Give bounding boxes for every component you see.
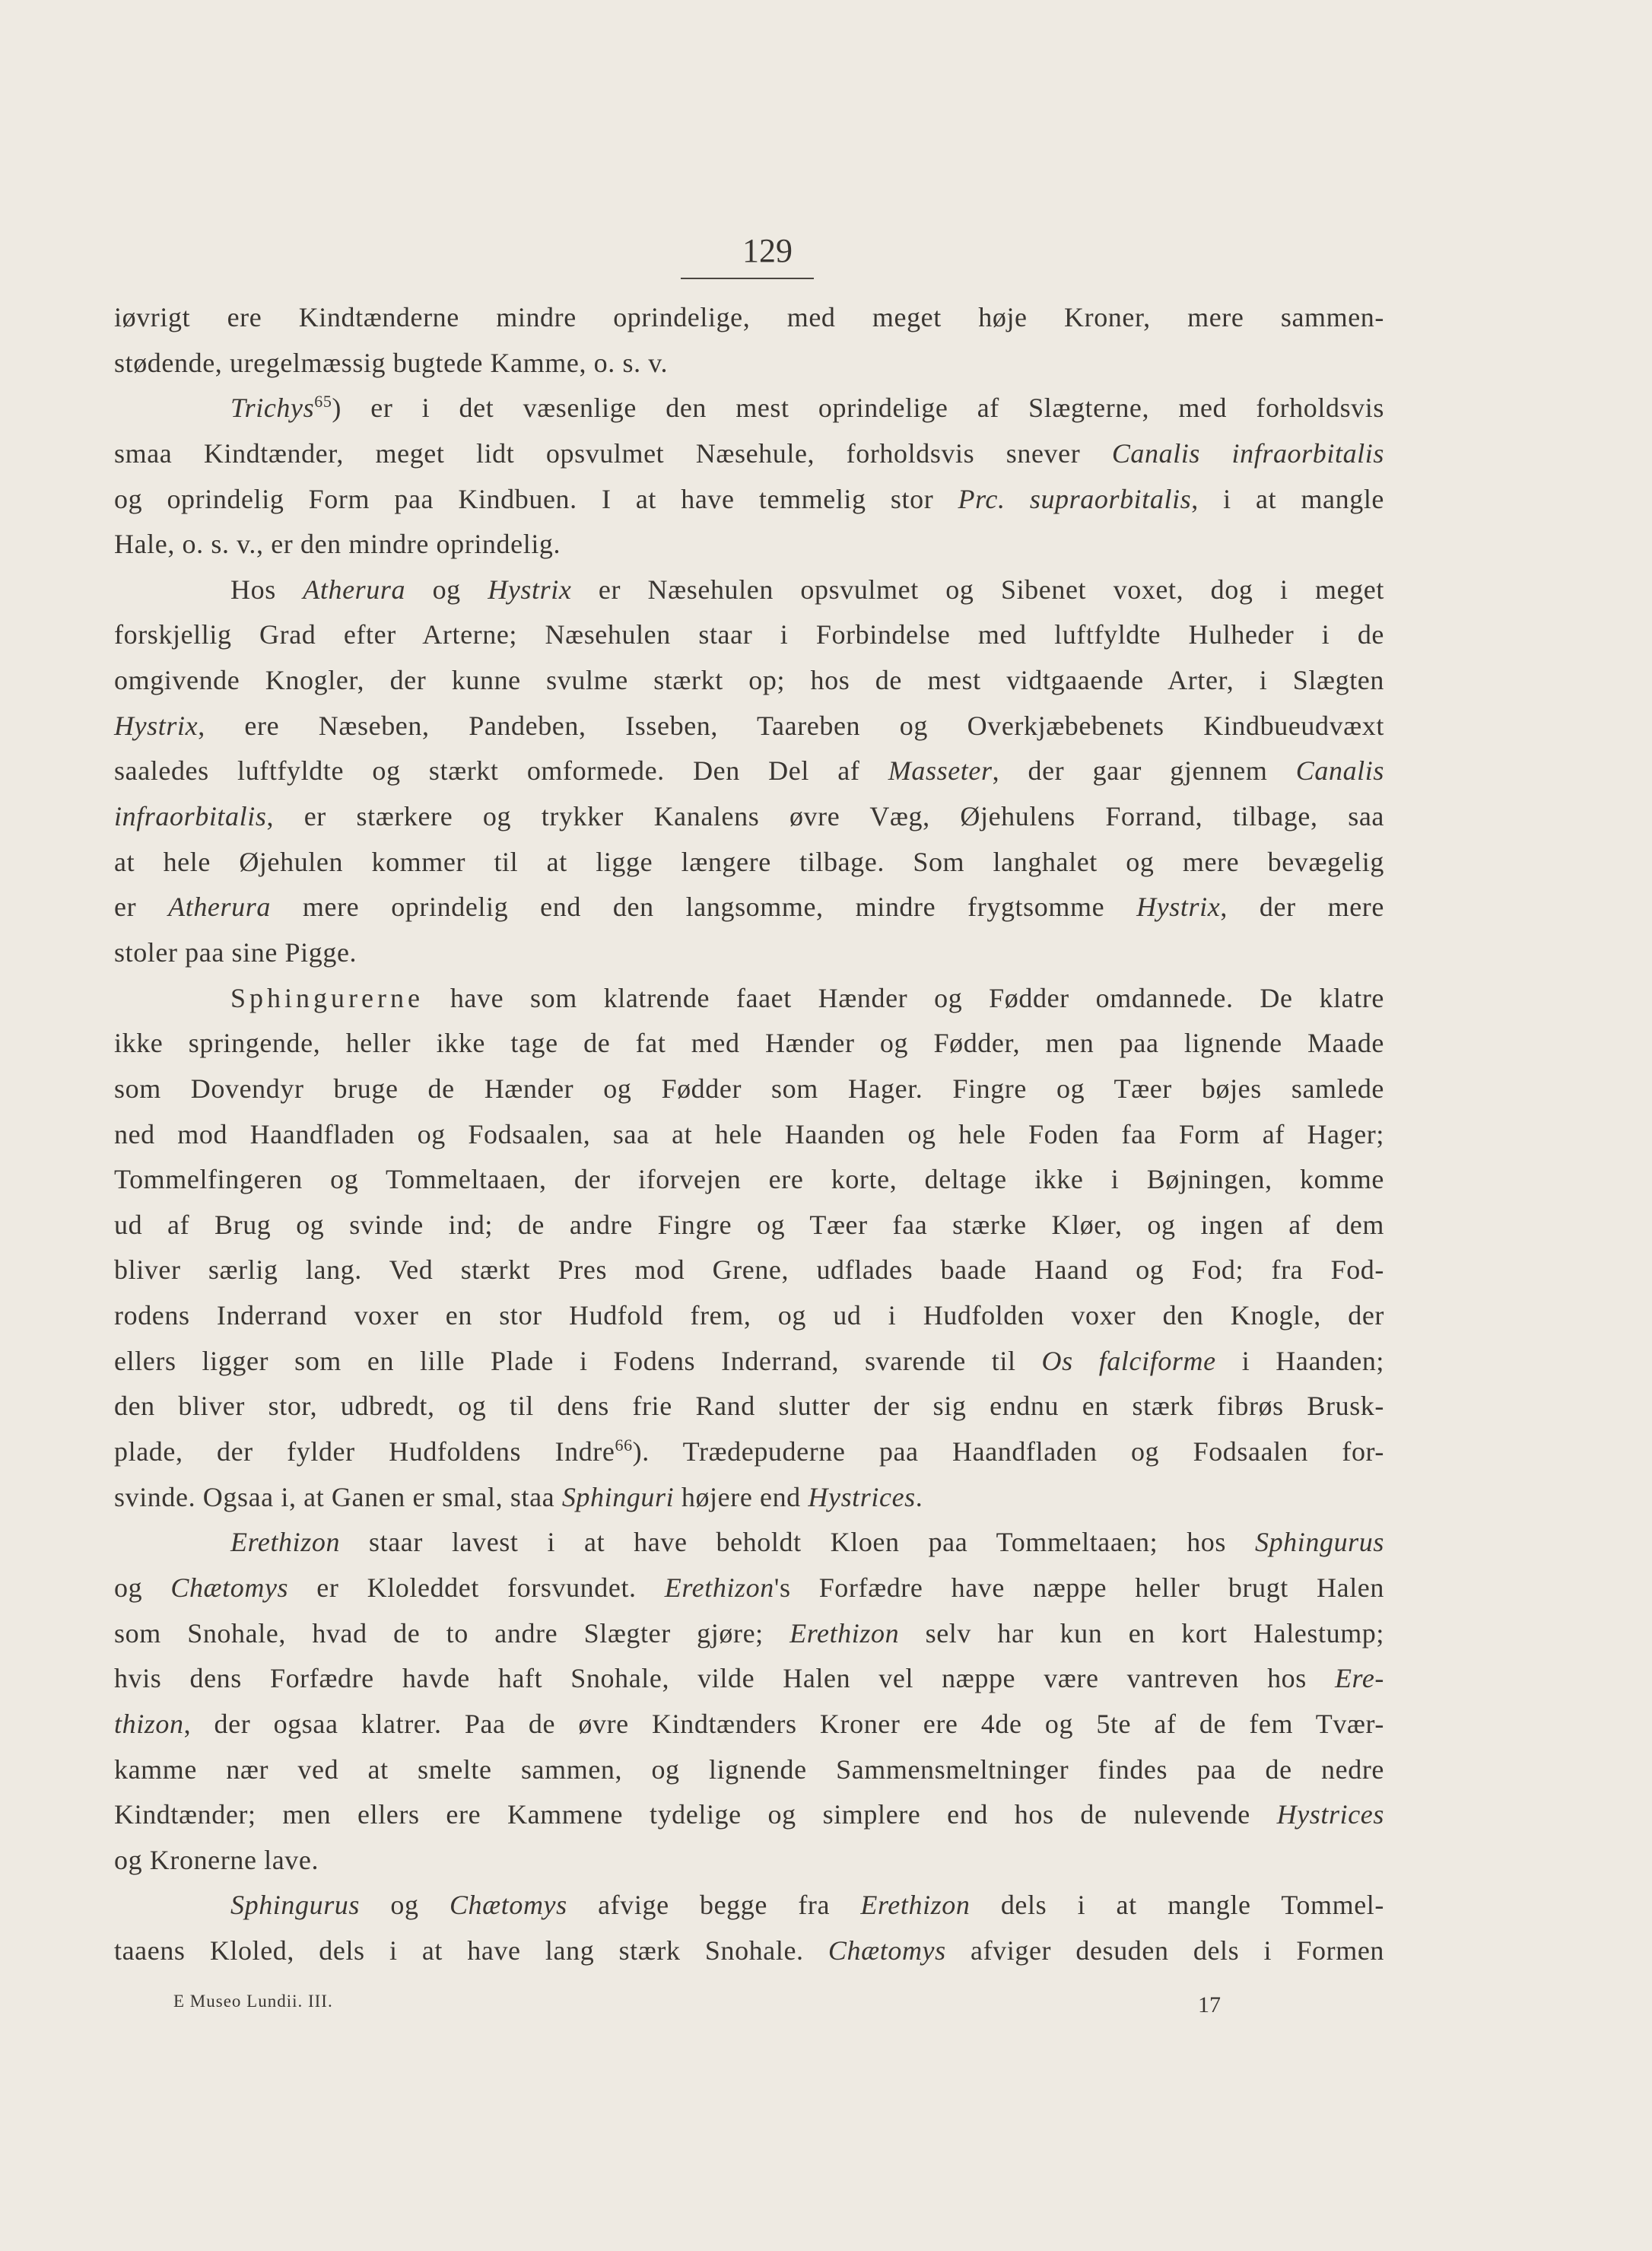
text-run: afviger desuden dels i Formen <box>945 1935 1384 1966</box>
text-run: ikke springende, heller ikke tage de fat med Hænder og Fødder, men paa lignende Maade <box>114 1028 1384 1059</box>
text-line <box>114 1883 1384 1928</box>
text-run: og <box>405 574 488 605</box>
text-line <box>114 1248 1384 1293</box>
text-run: Hale, o. s. v., er den mindre oprindelig. <box>114 529 561 560</box>
genus-name: Erethizon <box>789 1617 900 1649</box>
text-line <box>114 885 1384 930</box>
text-run: rodens Inderrand voxer en stor Hudfold frem, og ud i Hudfolden voxer den Knogle, der <box>114 1300 1384 1331</box>
text-run: 's Forfædre have næppe heller brugt Halen <box>774 1572 1384 1603</box>
text-line <box>114 1021 1384 1067</box>
text-line <box>114 930 1384 976</box>
text-run: Tommelfingeren og Tommeltaaen, der iforvejen ere korte, deltage ikke i Bøjningen, komme <box>114 1164 1384 1195</box>
text-run: , der gaar gjennem <box>992 755 1296 787</box>
text-run: hvis dens Forfædre havde haft Snohale, vilde Halen vel næppe være vantreven hos <box>114 1663 1335 1694</box>
text-line <box>114 704 1384 749</box>
text-line <box>114 1293 1384 1339</box>
text-run: ud af Brug og svinde ind; de andre Fingre og Tæer faa stærke Kløer, og ingen af dem <box>114 1209 1384 1240</box>
text-line <box>114 1928 1384 1974</box>
genus-name: Erethizon <box>230 1527 341 1558</box>
text-line <box>114 1702 1384 1747</box>
text-run: er <box>114 892 169 923</box>
genus-name: Sphinguri <box>561 1481 675 1512</box>
text-run: kamme nær ved at smelte sammen, og lignende Sammensmeltninger findes paa de nedre <box>114 1753 1384 1785</box>
text-line <box>114 477 1384 523</box>
text-run: , der ogsaa klatrer. Paa de øvre Kindtænders Kroner ere 4de og 5te af de fem Tvær- <box>183 1708 1384 1739</box>
text-run: ). Trædepuderne paa Haandfladen og Fodsaalen for- <box>632 1436 1384 1467</box>
text-line <box>114 295 1384 341</box>
page-number: 129 <box>742 232 793 269</box>
text-run: at hele Øjehulen kommer til at ligge længere tilbage. Som langhalet og mere bevægelig <box>114 846 1384 877</box>
genus-name: Hystrices <box>808 1481 916 1512</box>
spaced-term: Sphingurerne <box>230 982 424 1013</box>
text-run: stødende, uregelmæssig bugtede Kamme, o. s. v. <box>114 347 669 378</box>
text-run: dels i at mangle Tommel- <box>970 1890 1384 1921</box>
sheet-signature: E Museo Lundii. III. <box>173 1992 333 2011</box>
genus-name: Ere- <box>1334 1663 1384 1694</box>
text-line <box>114 794 1384 840</box>
sheet-number: 17 <box>1198 1992 1221 2017</box>
genus-name: Sphingurus <box>230 1890 361 1921</box>
text-line <box>114 976 1384 1022</box>
text-run: og Kronerne lave. <box>114 1844 319 1875</box>
anatomical-term: Masseter <box>888 755 993 787</box>
text-line <box>114 1067 1384 1112</box>
anatomical-term: Canalis infraorbitalis <box>1111 437 1384 469</box>
text-run: . <box>915 1481 923 1512</box>
body-text <box>114 295 1384 1974</box>
text-run: forskjellig Grad efter Arterne; Næsehulen staar i Forbindelse med luftfyldte Hulheder i de <box>114 619 1384 650</box>
text-line <box>114 1475 1384 1521</box>
text-run: selv har kun en kort Halestump; <box>899 1617 1384 1649</box>
text-run: afvige begge fra <box>567 1890 861 1921</box>
text-run: den bliver stor, udbredt, og til dens frie Rand slutter der sig endnu en stærk fibrøs Brusk- <box>114 1391 1384 1422</box>
anatomical-term: Prc. supraorbitalis <box>958 483 1192 514</box>
text-run: iøvrigt ere Kindtænderne mindre oprindelige, med meget høje Kroner, mere sammen- <box>114 302 1384 332</box>
text-run: og <box>360 1890 450 1921</box>
text-run: ellers ligger som en lille Plade i Fodens Inderrand, svarende til <box>114 1345 1042 1376</box>
text-run: , er stærkere og trykker Kanalens øvre Væg, Øjehulens Forrand, tilbage, saa <box>266 801 1384 832</box>
text-line <box>114 1838 1384 1884</box>
text-run: , der mere <box>1220 892 1384 923</box>
text-run: plade, der fylder Hudfoldens Indre <box>114 1436 615 1467</box>
text-run: er Kloleddet forsvundet. <box>288 1572 665 1603</box>
text-line <box>114 1747 1384 1793</box>
text-run: , ere Næseben, Pandeben, Isseben, Taareben og Overkjæbebenets Kindbueudvæxt <box>198 710 1384 741</box>
text-line <box>114 1429 1384 1475</box>
text-line <box>114 1112 1384 1158</box>
anatomical-term: Canalis <box>1295 755 1384 787</box>
genus-name: Erethizon <box>664 1572 774 1603</box>
text-run: svinde. Ogsaa i, at Ganen er smal, staa <box>114 1481 562 1512</box>
text-run: staar lavest i at have beholdt Kloen paa Tommeltaaen; hos <box>340 1527 1255 1558</box>
text-line <box>114 1792 1384 1838</box>
genus-name: Trichys <box>230 393 315 424</box>
text-run: Kindtænder; men ellers ere Kammene tydelige og simplere end hos de nulevende <box>114 1799 1277 1830</box>
text-line <box>114 1566 1384 1611</box>
genus-name: Chætomys <box>828 1935 946 1966</box>
text-run: omgivende Knogler, der kunne svulme stærkt op; hos de mest vidtgaaende Arter, i Slægten <box>114 665 1384 696</box>
text-run: taaens Kloled, dels i at have lang stærk Snohale. <box>114 1935 828 1966</box>
text-run: som Dovendyr bruge de Hænder og Fødder som Hager. Fingre og Tæer bøjes samlede <box>114 1073 1384 1104</box>
genus-name: Hystrix <box>114 710 199 741</box>
text-run: og <box>114 1572 171 1603</box>
text-line <box>114 341 1384 386</box>
genus-name: Hystrix <box>1136 892 1221 923</box>
text-line <box>114 1203 1384 1248</box>
footnote-ref: 65 <box>314 392 332 412</box>
genus-name: Chætomys <box>449 1890 567 1921</box>
genus-name: Hystrix <box>488 574 572 605</box>
text-run: saaledes luftfyldte og stærkt omformede. Den Del af <box>114 755 888 787</box>
text-line <box>114 1656 1384 1702</box>
text-line <box>114 749 1384 794</box>
genus-name: Atherura <box>168 892 271 923</box>
genus-name: Hystrices <box>1276 1799 1384 1830</box>
anatomical-term: Os falciforme <box>1041 1345 1216 1376</box>
genus-name: Atherura <box>303 574 406 605</box>
text-run: smaa Kindtænder, meget lidt opsvulmet Næsehule, forholdsvis snever <box>114 437 1112 469</box>
text-run: Hos <box>230 574 303 605</box>
text-run: mere oprindelig end den langsomme, mindre frygtsomme <box>270 892 1137 923</box>
text-run: i Haanden; <box>1215 1345 1385 1376</box>
text-run: ned mod Haandfladen og Fodsaalen, saa at hele Haanden og hele Foden faa Form af Hager; <box>114 1118 1384 1149</box>
text-line <box>114 1611 1384 1657</box>
text-line <box>114 658 1384 704</box>
text-line <box>114 431 1384 477</box>
text-line <box>114 1384 1384 1429</box>
text-run: og oprindelig Form paa Kindbuen. I at have temmelig stor <box>114 483 958 514</box>
genus-name: thizon <box>114 1708 184 1739</box>
footnote-ref: 66 <box>615 1435 633 1455</box>
text-line <box>114 568 1384 613</box>
text-line <box>114 1157 1384 1203</box>
text-line <box>114 840 1384 885</box>
text-line <box>114 386 1384 431</box>
text-run: , i at mangle <box>1191 483 1384 514</box>
text-run: højere end <box>674 1481 809 1512</box>
text-run: ) er i det væsenlige den mest oprindelige af Slægterne, med forholdsvis <box>332 393 1384 424</box>
genus-name: Chætomys <box>170 1572 289 1603</box>
text-line <box>114 1339 1384 1385</box>
text-line <box>114 1520 1384 1566</box>
text-run: er Næsehulen opsvulmet og Sibenet voxet, dog i meget <box>571 574 1384 605</box>
text-run: stoler paa sine Pigge. <box>114 936 357 968</box>
anatomical-term: infraorbitalis <box>114 801 267 832</box>
text-line <box>114 522 1384 568</box>
genus-name: Sphingurus <box>1254 1527 1384 1558</box>
page-number-rule <box>681 278 814 279</box>
text-line <box>114 612 1384 658</box>
text-run: have som klatrende faaet Hænder og Fødder omdannede. De klatre <box>423 982 1384 1013</box>
text-run: bliver særlig lang. Ved stærkt Pres mod Grene, udflades baade Haand og Fod; fra Fod- <box>114 1254 1384 1286</box>
genus-name: Erethizon <box>860 1890 971 1921</box>
text-run: som Snohale, hvad de to andre Slægter gjøre; <box>114 1617 790 1649</box>
